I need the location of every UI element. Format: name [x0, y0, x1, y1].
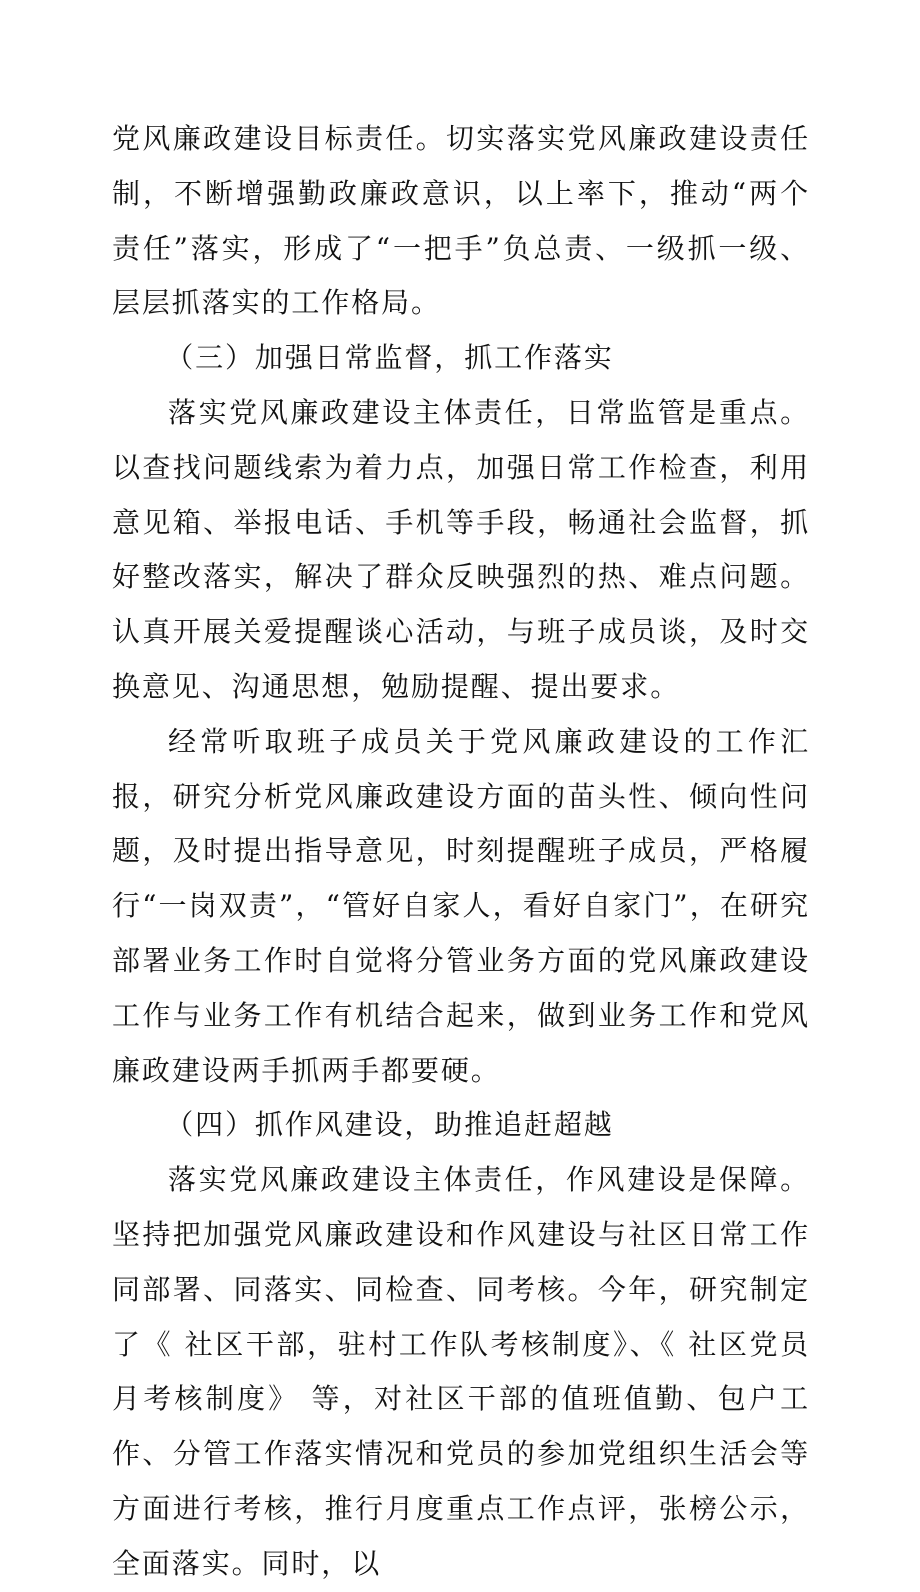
- section-heading-3: （三）加强日常监督，抓工作落实: [165, 341, 614, 375]
- body-paragraph: 经常听取班子成员关于党风廉政建设的工作汇报，研究分析党风廉政建设方面的苗头性、倾向性问题，及时提出指导意见，时刻提醒班子成员，严格履行“一岗双责”，“管好自家人，看好自家门”，在研究部署业务工作时自觉将分管业务方面的党风廉政建设工作与业务工作有机结合起来，做到业务工作和党风廉政建设两手抓两手都要硬。: [112, 724, 810, 1087]
- body-paragraph: 落实党风廉政建设主体责任，日常监管是重点。以查找问题线索为着力点，加强日常工作检查，利用意见箱、举报电话、手机等手段，畅通社会监督，抓好整改落实，解决了群众反映强烈的热、难点问题。认真开展关爱提醒谈心活动，与班子成员谈，及时交换意见、沟通思想，勉励提醒、提出要求。: [112, 395, 810, 703]
- body-paragraph-continuation: 党风廉政建设目标责任。切实落实党风廉政建设责任制，不断增强勤政廉政意识，以上率下，推动“两个责任”落实，形成了“一把手”负总责、一级抓一级、层层抓落实的工作格局。: [112, 122, 810, 320]
- section-heading-4: （四）抓作风建设，助推追赶超越: [165, 1108, 614, 1142]
- body-paragraph: 落实党风廉政建设主体责任，作风建设是保障。坚持把加强党风廉政建设和作风建设与社区日常工作同部署、同落实、同检查、同考核。今年，研究制定了《 社区干部，驻村工作队考核制度》、《 社区党员月考核制度》 等，对社区干部的值班值勤、包户工作、分管工作落实情况和党员的参加党组织生活会等方面进行考核，推行月度重点工作点评，张榜公示，全面落实。同时，以: [112, 1163, 810, 1580]
